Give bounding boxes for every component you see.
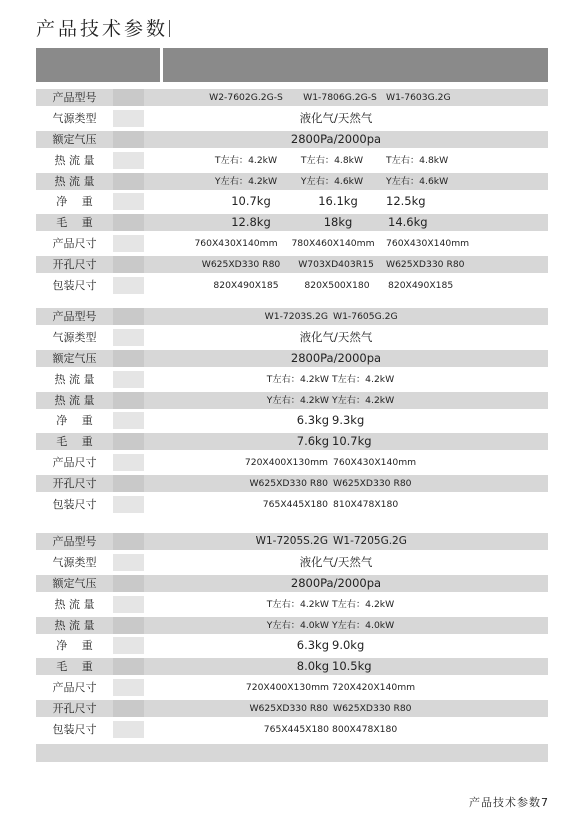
cutout-size-2: W625XD330 R80 [333, 478, 412, 490]
row-net-weight [36, 412, 548, 429]
gross-weight-2: 10.5kg [332, 659, 372, 674]
heat-flow-t-1: T左右：4.2kW [266, 373, 329, 385]
gross-weight-2: 18kg [323, 215, 353, 230]
model-1: W1-7205S.2G [255, 535, 328, 547]
label-cutout-size: 开孔尺寸 [52, 258, 97, 272]
model-3: W1-7603G.2G [386, 92, 451, 103]
label-heat-flow: 热 流 量 [54, 393, 95, 407]
row-gross-weight [36, 658, 548, 675]
row-gross-weight [36, 433, 548, 450]
label-rated-pressure: 额定气压 [52, 351, 97, 365]
label-box [113, 575, 144, 592]
label-net-weight: 净 重 [56, 414, 93, 428]
gas-type: 液化气/天然气 [299, 554, 373, 569]
gas-type: 液化气/天然气 [299, 110, 373, 125]
net-weight-2: 9.3kg [332, 413, 365, 428]
cutout-size-1: W625XD330 R80 [201, 259, 281, 271]
rated-pressure: 2800Pa/2000pa [290, 350, 382, 365]
row-product-size [36, 454, 548, 471]
package-size-1: 765X445X180 [263, 724, 329, 736]
model-2: W1-7806G.2G-S [303, 92, 377, 103]
row-product-size [36, 679, 548, 696]
label-box [113, 256, 144, 273]
rated-pressure: 2800Pa/2000pa [290, 575, 382, 590]
label-gas-type: 气源类型 [52, 111, 97, 125]
label-box [113, 214, 144, 231]
label-gas-type: 气源类型 [52, 330, 97, 344]
heat-flow-t-1: T左右：4.2kW [266, 598, 329, 610]
row-heat-flow-t [36, 152, 548, 169]
cutout-size-1: W625XD330 R80 [249, 703, 328, 715]
label-package-size: 包装尺寸 [52, 279, 97, 293]
label-box [113, 371, 144, 388]
cutout-size-3: W625XD330 R80 [386, 259, 465, 271]
label-box [113, 496, 144, 513]
gross-weight-1: 8.0kg [296, 659, 329, 674]
package-size-3: 820X490X185 [388, 280, 454, 292]
label-box [113, 533, 144, 550]
gas-type: 液化气/天然气 [299, 329, 373, 344]
gross-weight-1: 12.8kg [231, 215, 271, 230]
gross-weight-3: 14.6kg [388, 215, 428, 230]
model-2: W1-7205G.2G [333, 535, 407, 547]
net-weight-1: 10.7kg [231, 194, 271, 209]
label-box [113, 637, 144, 654]
label-box [113, 658, 144, 675]
label-model: 产品型号 [52, 535, 97, 548]
label-heat-flow: 热 流 量 [54, 597, 95, 611]
page-title: 产品技术参数 [36, 18, 169, 40]
model-1: W2-7602G.2G-S [209, 92, 283, 103]
rated-pressure: 2800Pa/2000pa [290, 131, 382, 146]
label-box [113, 700, 144, 717]
heat-flow-t-1: T左右：4.2kW [214, 154, 278, 166]
label-gross-weight: 毛 重 [56, 216, 93, 230]
spec-table-1 [36, 89, 548, 298]
header-band-left [36, 48, 160, 82]
row-package-size [36, 721, 548, 738]
net-weight-2: 16.1kg [318, 194, 358, 209]
package-size-1: 820X490X185 [213, 280, 279, 292]
label-product-size: 产品尺寸 [52, 237, 97, 251]
model-2: W1-7605G.2G [333, 311, 398, 322]
row-model [36, 533, 548, 550]
row-heat-flow-y [36, 392, 548, 409]
row-model [36, 308, 548, 325]
heat-flow-t-2: T左右：4.2kW [332, 373, 395, 385]
net-weight-3: 12.5kg [386, 194, 426, 209]
heat-flow-y-2: Y左右：4.0kW [332, 619, 395, 631]
label-box [113, 392, 144, 409]
label-heat-flow: 热 流 量 [54, 372, 95, 386]
row-cutout-size [36, 475, 548, 492]
heat-flow-y-1: Y左右：4.2kW [266, 394, 329, 406]
label-box [113, 277, 144, 294]
label-box [113, 475, 144, 492]
label-gross-weight: 毛 重 [56, 660, 93, 674]
product-size-2: 720X420X140mm [332, 682, 416, 694]
spec-table-2 [36, 308, 548, 517]
package-size-2: 800X478X180 [332, 724, 398, 736]
label-model: 产品型号 [52, 91, 97, 104]
label-package-size: 包装尺寸 [52, 498, 97, 512]
heat-flow-t-2: T左右：4.8kW [300, 154, 364, 166]
row-package-size [36, 496, 548, 513]
row-model [36, 89, 548, 106]
row-gas-type [36, 110, 548, 127]
label-product-size: 产品尺寸 [52, 456, 97, 470]
header-band [36, 48, 548, 82]
label-heat-flow: 热 流 量 [54, 153, 95, 167]
row-gas-type [36, 554, 548, 571]
label-heat-flow: 热 流 量 [54, 174, 95, 188]
label-box [113, 617, 144, 634]
text-cursor [169, 20, 170, 37]
label-box [113, 110, 144, 127]
gross-weight-2: 10.7kg [332, 434, 372, 449]
cutout-size-2: W625XD330 R80 [333, 703, 412, 715]
label-box [113, 131, 144, 148]
net-weight-1: 6.3kg [296, 638, 329, 653]
product-size-1: 720X400X130mm [245, 682, 329, 694]
label-box [113, 308, 144, 325]
gross-weight-1: 7.6kg [296, 434, 329, 449]
header-band-right [163, 48, 548, 82]
product-size-2: 780X460X140mm [291, 238, 375, 250]
page-footer: 产品技术参数7 [469, 796, 549, 809]
row-gas-type [36, 329, 548, 346]
label-net-weight: 净 重 [56, 195, 93, 209]
label-box [113, 433, 144, 450]
label-box [113, 173, 144, 190]
heat-flow-y-1: Y左右：4.2kW [214, 175, 278, 187]
spec-table-3 [36, 533, 548, 742]
package-size-2: 820X500X180 [304, 280, 370, 292]
label-package-size: 包装尺寸 [52, 723, 97, 737]
product-size-1: 720X400X130mm [244, 457, 328, 469]
footer-band [36, 744, 548, 762]
label-box [113, 235, 144, 252]
row-heat-flow-y [36, 617, 548, 634]
cutout-size-2: W703XD403R15 [298, 259, 374, 271]
heat-flow-y-2: Y左右：4.6kW [300, 175, 364, 187]
label-box [113, 329, 144, 346]
row-heat-flow-t [36, 371, 548, 388]
heat-flow-t-3: T左右：4.8kW [386, 154, 449, 166]
row-net-weight [36, 637, 548, 654]
label-gas-type: 气源类型 [52, 555, 97, 569]
label-box [113, 721, 144, 738]
heat-flow-y-1: Y左右：4.0kW [266, 619, 329, 631]
row-net-weight [36, 193, 548, 210]
label-net-weight: 净 重 [56, 639, 93, 653]
net-weight-1: 6.3kg [296, 413, 329, 428]
row-rated-pressure [36, 575, 548, 592]
label-gross-weight: 毛 重 [56, 435, 93, 449]
label-box [113, 596, 144, 613]
product-size-2: 760X430X140mm [333, 457, 417, 469]
cutout-size-1: W625XD330 R80 [249, 478, 328, 490]
label-box [113, 554, 144, 571]
label-box [113, 152, 144, 169]
label-product-size: 产品尺寸 [52, 681, 97, 695]
net-weight-2: 9.0kg [332, 638, 365, 653]
row-package-size [36, 277, 548, 294]
label-box [113, 454, 144, 471]
label-box [113, 679, 144, 696]
label-rated-pressure: 额定气压 [52, 576, 97, 590]
row-rated-pressure [36, 131, 548, 148]
label-heat-flow: 热 流 量 [54, 618, 95, 632]
heat-flow-y-2: Y左右：4.2kW [332, 394, 395, 406]
row-gross-weight [36, 214, 548, 231]
row-cutout-size [36, 700, 548, 717]
label-rated-pressure: 额定气压 [52, 132, 97, 146]
label-cutout-size: 开孔尺寸 [52, 702, 97, 716]
product-size-3: 760X430X140mm [386, 238, 470, 250]
row-rated-pressure [36, 350, 548, 367]
heat-flow-t-2: T左右：4.2kW [332, 598, 395, 610]
label-box [113, 193, 144, 210]
label-cutout-size: 开孔尺寸 [52, 477, 97, 491]
heat-flow-y-3: Y左右：4.6kW [386, 175, 449, 187]
label-box [113, 89, 144, 106]
row-heat-flow-y [36, 173, 548, 190]
label-box [113, 350, 144, 367]
row-product-size [36, 235, 548, 252]
product-size-1: 760X430X140mm [194, 238, 278, 250]
model-1: W1-7203S.2G [264, 311, 328, 322]
package-size-2: 810X478X180 [333, 499, 399, 511]
row-heat-flow-t [36, 596, 548, 613]
row-cutout-size [36, 256, 548, 273]
label-box [113, 412, 144, 429]
package-size-1: 765X445X180 [262, 499, 328, 511]
label-model: 产品型号 [52, 310, 97, 323]
